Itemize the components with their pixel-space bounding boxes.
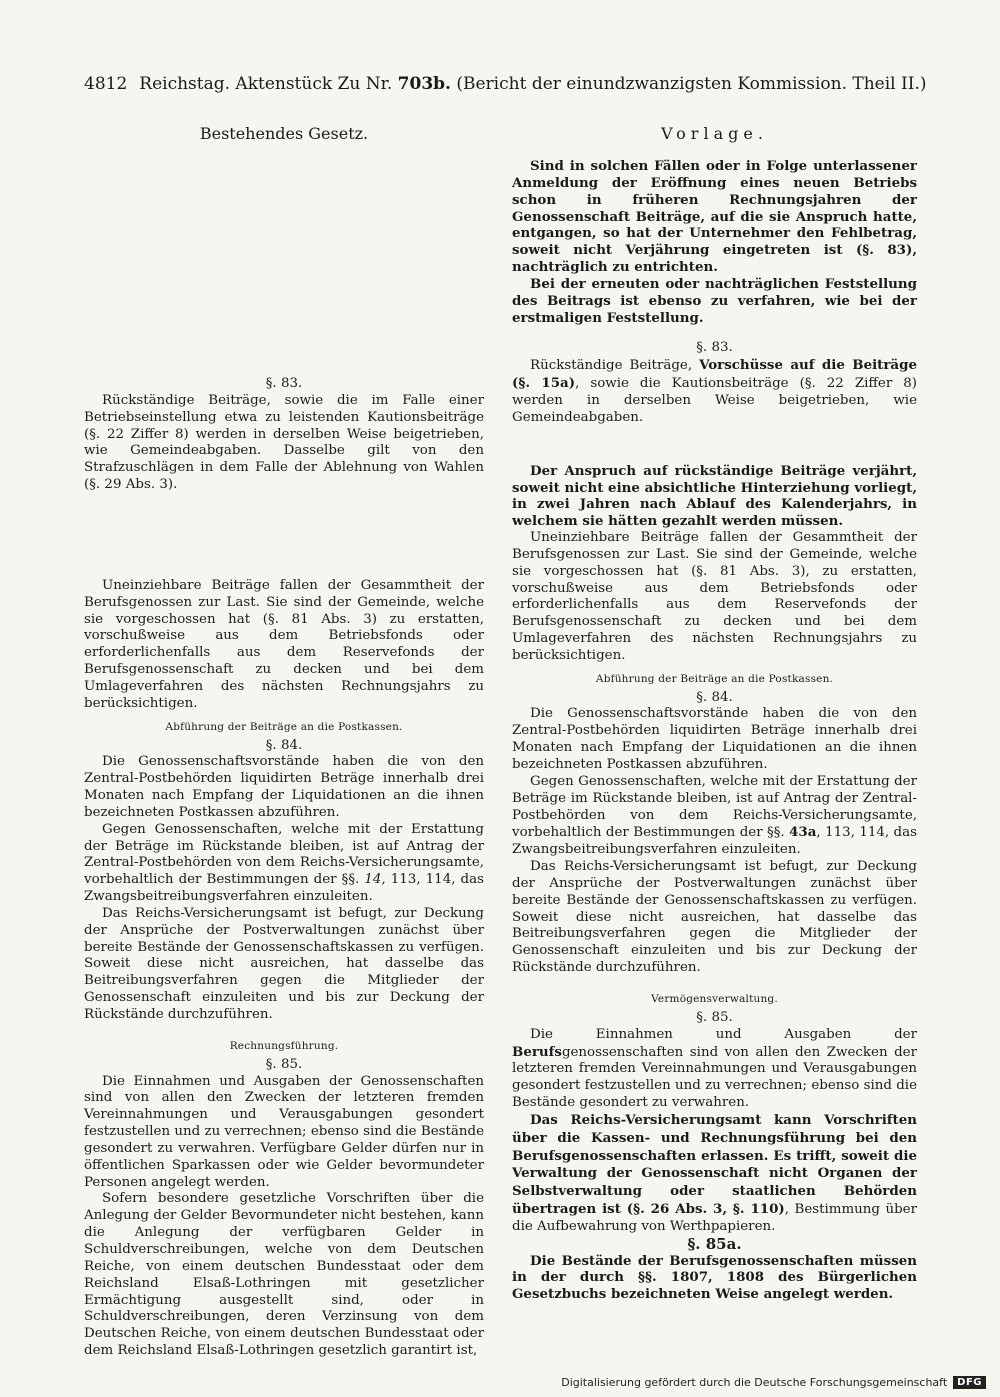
r-section-85a-heading: §. 85a. [687, 1234, 742, 1253]
left-column-title: Bestehendes Gesetz. [199, 124, 369, 143]
page-number: 4812 [84, 74, 128, 94]
intro-paragraph-2: Bei der erneuten oder nachträglichen Feststellung des Beitrags ist ebenso zu verfahren, wie bei der erstmaligen Feststellung. [512, 275, 917, 326]
digitization-footer [561, 1376, 986, 1389]
header-pre: Reichstag. Aktenstück Zu Nr. [139, 74, 398, 94]
section-85-heading: §. 85. [265, 1056, 303, 1072]
r-section-83-paragraph-3: Uneinziehbare Beiträge fallen der Gesammtheit der Berufsgenossen zur Last. Sie sind der Gemeinde, welche sie vorgeschossen hat (§. 81 Abs. 3), zu erstatten, vorschußweise aus dem Betriebsfonds oder erforderlichenfalls aus dem Reservefonds der Berufsgenossenschaft zu decken und bei dem Umlageverfahren des nächsten Rechnungsjahrs zu berücksichtigen. [512, 530, 917, 663]
section-84-paragraph-3: Das Reichs-Versicherungsamt ist befugt, zur Deckung der Ansprüche der Postverwaltungen zunächst über bereite Bestände der Genossenschaftskassen zu verfügen. Soweit diese nicht ausreichen, hat dasselbe das Beitreibungsverfahren gegen die Mitglieder der Genossenschaft einzuleiten und bis zur Deckung der Rückstände durchzuführen. [84, 905, 484, 1022]
r-section-83-paragraph-1 [512, 357, 917, 426]
section-83-heading: §. 83. [265, 376, 303, 391]
s84-p2-text-a: Gegen Genossenschaften, welche mit der Erstattung der Beträge im Rückstande bleiben, ist auf Antrag der Zentral-Postbehörden von dem Reichs-Versicherungsamte, vorbehaltlich der Bestimmungen der §§. [84, 821, 484, 888]
right-spacer-top [512, 326, 917, 340]
intro-paragraph-1: Sind in solchen Fällen oder in Folge unterlassener Anmeldung der Eröffnung eines neuen Betriebs schon in früheren Rechnungsjahren der Genossenschaft Beiträge, auf die sie Anspruch hatte, entgangen, so hat der Unternehmer den Fehlbetrag, soweit nicht Verjährung eingetreten ist (§. 83), nachträglich zu entrichten. [512, 158, 917, 276]
right-column [512, 126, 917, 1303]
left-spacer-83 [84, 494, 484, 578]
header-post: (Bericht der einundzwanzigsten Kommission. Theil II.) [450, 74, 927, 94]
r-section-85a-paragraph-1: Die Bestände der Berufsgenossenschaften müssen in der durch §§. 1807, 1808 des Bürgerlichen Gesetzbuchs bezeichneten Weise angelegt werden. [512, 1252, 917, 1303]
r-section-85-paragraph-2 [512, 1112, 917, 1236]
page-header [84, 74, 927, 104]
left-column [84, 126, 484, 1360]
dfg-logo: DFG [953, 1376, 986, 1389]
r85-p2-text-b: , Bestimmung über die Aufbewahrung von Werthpapieren. [512, 1202, 918, 1234]
right-column-title: Vorlage. [661, 124, 768, 143]
r85-p1-text-c: genossenschaften sind von allen den Zwecken der letzteren fremden Vereinnahmungen und Verausgabungen gesondert festzustellen und zu verrechnen; ebenso sind die Bestände gesondert zu verwahren. [512, 1044, 917, 1111]
s84-p2-ref: 14 [364, 872, 382, 888]
r-section-84-heading: §. 84. [696, 689, 733, 705]
r-section-84-paragraph-1: Die Genossenschaftsvorstände haben die von den Zentral-Postbehörden liquidirten Beträge innerhalb drei Monaten nach Empfang der Liquidationen an die ihnen bezeichneten Postkassen abzuführen. [512, 706, 917, 772]
r-section-85-subheading: Vermögensverwaltung. [651, 992, 778, 1005]
r85-p1-text-a: Die Einnahmen und Ausgaben der [530, 1026, 917, 1042]
s84-p2-text-b: , 113, 114, das Zwangsbeitreibungsverfahren einzuleiten. [84, 872, 484, 905]
r-section-84-paragraph-3: Das Reichs-Versicherungsamt ist befugt, zur Deckung der Ansprüche der Postverwaltungen zunächst über bereite Bestände der Genossenschaftskassen zu verfügen. Soweit diese nicht ausreichen, hat dasselbe das Beitreibungsverfahren gegen die Mitglieder der Genossenschaft einzuleiten und bis zur Deckung der Rückstände durchzuführen. [512, 859, 917, 976]
section-85-paragraph-1: Die Einnahmen und Ausgaben der Genossenschaften sind von allen den Zwecken der letzteren fremden Vereinnahmungen und Verausgabungen gesondert festzustellen und zu verrechnen; ebenso sind die Bestände gesondert zu verwahren. Verfügbare Gelder dürfen nur in öffentlichen Sparkassen oder wie Gelder bevormundeter Personen angelegt werden. [84, 1073, 484, 1190]
section-85-paragraph-2: Sofern besondere gesetzliche Vorschriften über die Anlegung der Gelder Bevormundeter nicht bestehen, kann die Anlegung der verfügbaren Gelder in Schuldverschreibungen, welche von dem Deutschen Reiche, von einem deutschen Bundesstaat oder dem Reichsland Elsaß-Lothringen mit gesetzlicher Ermächtigung ausgestellt sind, oder in Schuldverschreibungen, deren Verzinsung von dem Deutschen Reiche, von einem deutschen Bundesstaat oder dem Reichsland Elsaß-Lothringen gesetzlich garantirt ist, [84, 1191, 484, 1359]
right-spacer-83 [512, 427, 917, 463]
r-section-85-heading: §. 85. [696, 1009, 733, 1025]
r-section-84-paragraph-2 [512, 774, 917, 859]
r-section-83-heading: §. 83. [696, 340, 733, 356]
r85-p2-bold: Das Reichs-Versicherungsamt kann Vorschriften über die Kassen- und Rechnungsführung bei den Berufsgenossenschaften erlassen. Es trifft, soweit die Verwaltung der Genossenschaft nicht Organen der Selbstverwaltung oder staatlichen Behörden übertragen ist (§. 26 Abs. 3, §. 110) [512, 1111, 917, 1218]
r83-p1-bold: Vorschüsse auf die Beiträge (§. 15a) [512, 357, 917, 392]
footer-text: Digitalisierung gefördert durch die Deutsche Forschungsgemeinschaft [561, 1376, 948, 1389]
section-85-subheading: Rechnungsführung. [229, 1039, 339, 1052]
r84-p2-text-b: , 113, 114, das Zwangsbeitreibungsverfahren einzuleiten. [512, 825, 917, 858]
section-83-paragraph-1: Rückständige Beiträge, sowie die im Falle einer Betriebseinstellung etwa zu leistenden Kautionsbeiträge (§. 22 Ziffer 8) werden in derselben Weise beigetrieben, wie Gemeindeabgaben. Dasselbe gilt von den Strafzuschlägen in dem Falle der Ablehnung von Wahlen (§. 29 Abs. 3). [84, 392, 484, 493]
r-section-84-subheading: Abführung der Beiträge an die Postkassen. [595, 672, 834, 685]
section-84-subheading: Abführung der Beiträge an die Postkassen. [165, 720, 403, 733]
section-83-paragraph-2: Uneinziehbare Beiträge fallen der Gesammtheit der Berufsgenossen zur Last. Sie sind der Gemeinde, welche sie vorgeschossen hat (§. 81 Abs. 3) zu erstatten, vorschußweise aus dem Betriebsfonds oder erforderlichenfalls aus dem Reservefonds der Berufsgenossenschaft zu decken und bei dem Umlageverfahren des nächsten Rechnungsjahrs zu berücksichtigen. [84, 577, 484, 711]
r83-p1-text-c: , sowie die Kautionsbeiträge (§. 22 Ziffer 8) werden in derselben Weise beigetrieben, wie Gemeindeabgaben. [512, 376, 917, 425]
r83-p1-text-a: Rückständige Beiträge, [530, 358, 700, 374]
section-84-paragraph-2 [84, 822, 484, 906]
r-section-83-paragraph-2: Der Anspruch auf rückständige Beiträge verjährt, soweit nicht eine absichtliche Hinterziehung vorliegt, in zwei Jahren nach Ablauf des Kalenderjahrs, in welchem sie hätten gezahlt werden müssen. [512, 462, 917, 530]
section-84-paragraph-1: Die Genossenschaftsvorstände haben die von den Zentral-Postbehörden liquidirten Beträge innerhalb drei Monaten nach Empfang der Liquidationen an die ihnen bezeichneten Postkassen abzuführen. [84, 754, 484, 820]
r-section-85-paragraph-1 [512, 1027, 917, 1112]
r84-p2-text-a: Gegen Genossenschaften, welche mit der Erstattung der Beträge im Rückstande bleiben, ist auf Antrag der Zentral-Postbehörden von dem Reichs-Versicherungsamte, vorbehaltlich der Bestimmungen der §§. [512, 773, 917, 841]
r84-p2-ref: 43a [789, 824, 817, 841]
left-spacer-top [84, 158, 484, 376]
r85-p1-bold: Berufs [512, 1043, 562, 1060]
section-84-heading: §. 84. [265, 737, 303, 753]
document-number: 703b. [397, 74, 451, 94]
